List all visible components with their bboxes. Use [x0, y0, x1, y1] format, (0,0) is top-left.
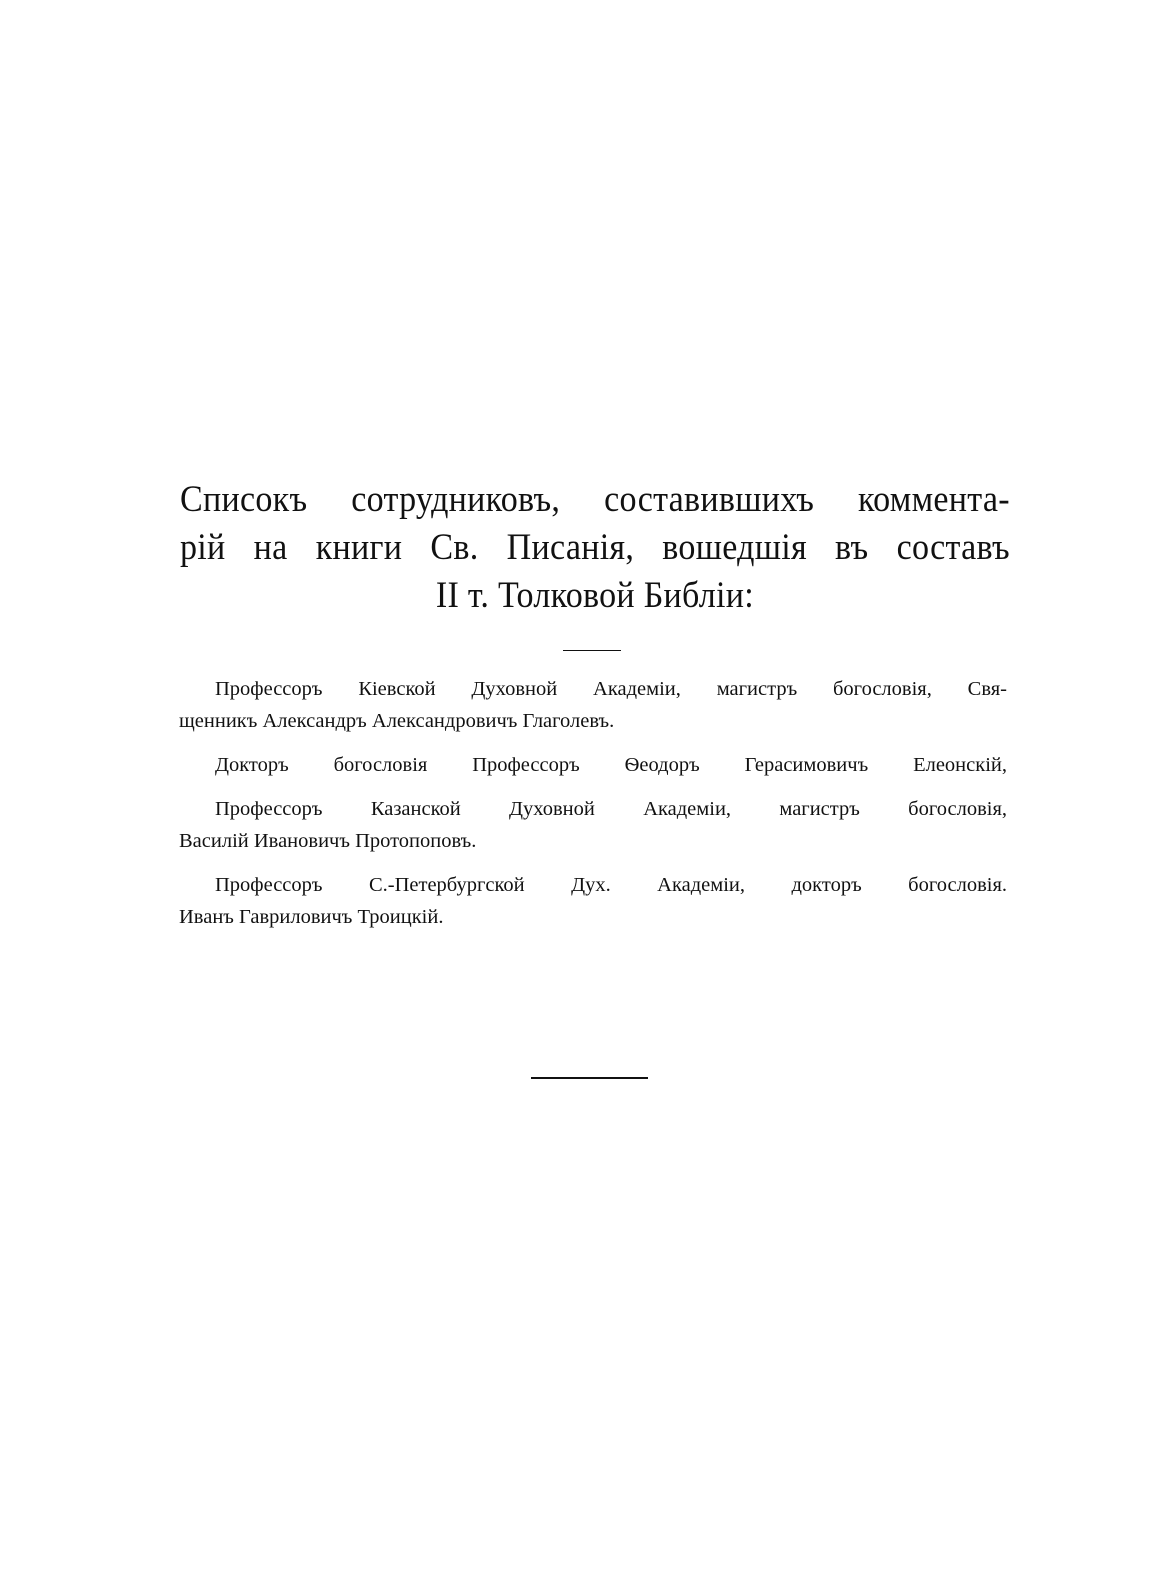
- entry-line: Иванъ Гавриловичъ Троицкій.: [179, 906, 444, 928]
- closing-divider: [531, 1077, 648, 1079]
- entry-line: Профессоръ Казанской Духовной Академіи, магистръ богословія,: [215, 798, 1007, 820]
- entry-line: щенникъ Александръ Александровичъ Глаголевъ.: [179, 710, 615, 732]
- entry-line: Профессоръ С.-Петербургской Дух. Академіи, докторъ богословія.: [215, 874, 1007, 896]
- contributor-entry-glagolev: [179, 673, 1007, 737]
- title-divider: [563, 650, 621, 651]
- contributor-entry-protopopov: [179, 793, 1007, 857]
- title-line-3: II т. Толковой Библіи:: [435, 575, 754, 616]
- contributor-entry-troitsky: [179, 869, 1007, 933]
- title-line-2: рій на книги Св. Писанія, вошедшія въ составъ: [180, 527, 1010, 568]
- page-title: [180, 476, 1010, 620]
- entry-line: Профессоръ Кіевской Духовной Академіи, магистръ богословія, Свя-: [215, 678, 1007, 700]
- title-line-1: Списокъ сотрудниковъ, составившихъ коммента-: [180, 479, 1010, 520]
- entry-line: Докторъ богословія Профессоръ Ѳеодоръ Герасимовичъ Елеонскій,: [215, 754, 1007, 776]
- entry-line: Василій Ивановичъ Протопоповъ.: [179, 830, 477, 852]
- contributors-list: [179, 673, 1007, 945]
- contributor-entry-eleonsky: [179, 749, 1007, 781]
